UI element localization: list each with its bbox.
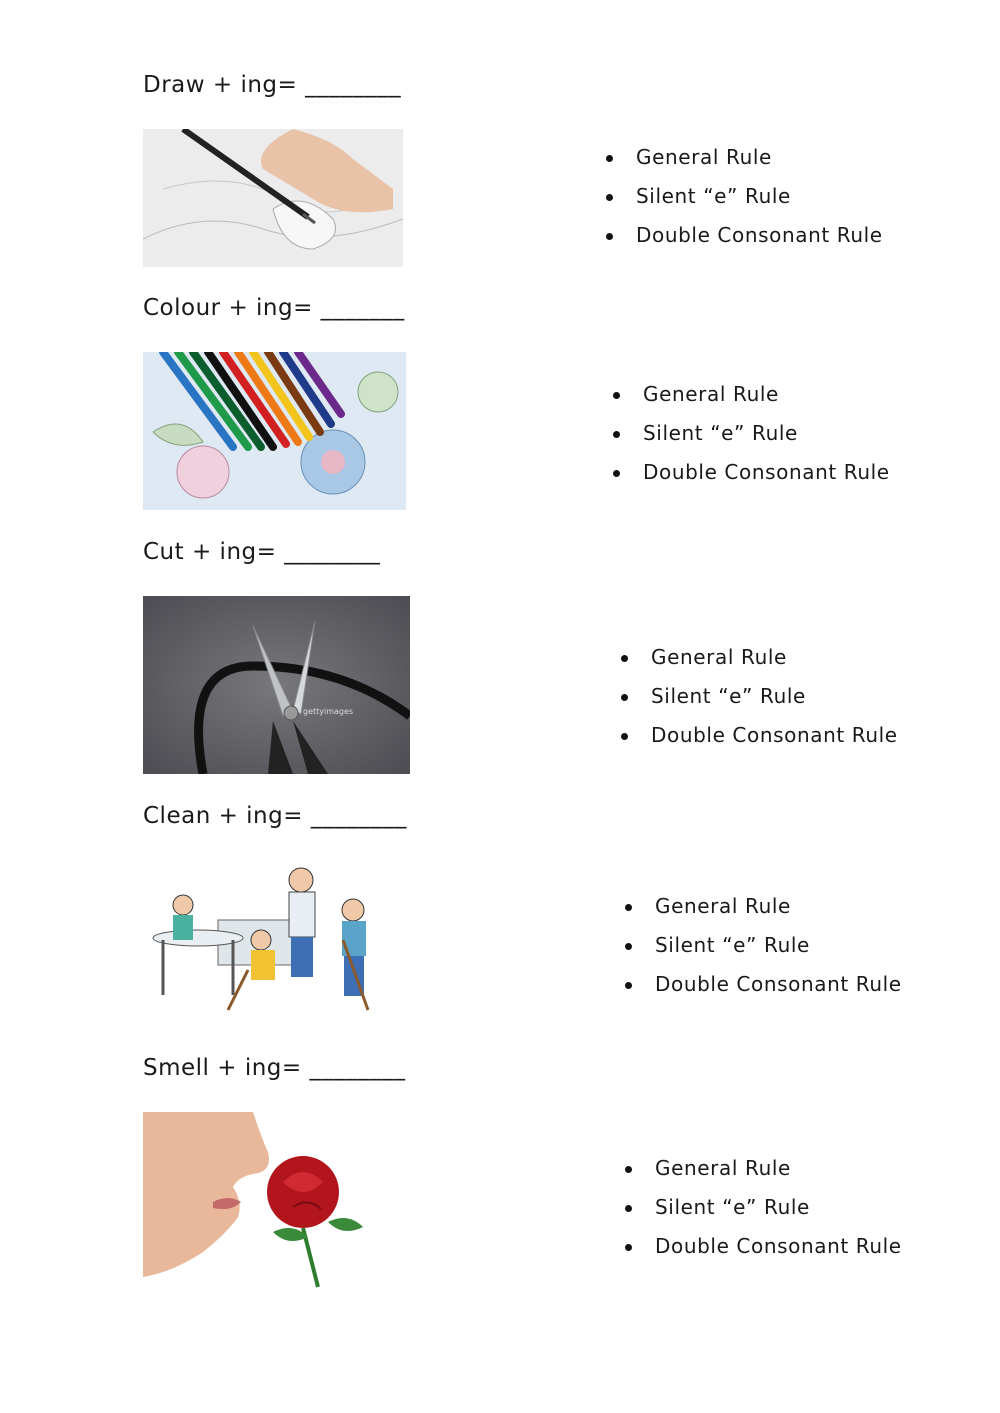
option-silent-e-rule[interactable]: Silent “e” Rule <box>606 177 883 216</box>
option-double-consonant-rule[interactable]: Double Consonant Rule <box>625 1227 902 1266</box>
options-cut <box>621 638 898 755</box>
option-general-rule[interactable]: General Rule <box>625 887 902 926</box>
prompt-cut: Cut + ing= ________ <box>143 539 381 565</box>
colour-image <box>143 352 406 510</box>
option-double-consonant-rule[interactable]: Double Consonant Rule <box>606 216 883 255</box>
options-smell <box>625 1149 902 1266</box>
option-double-consonant-rule[interactable]: Double Consonant Rule <box>613 453 890 492</box>
option-general-rule[interactable]: General Rule <box>606 138 883 177</box>
smell-image <box>143 1112 373 1290</box>
option-silent-e-rule[interactable]: Silent “e” Rule <box>621 677 898 716</box>
prompt-smell: Smell + ing= ________ <box>143 1055 406 1081</box>
options-draw <box>606 138 883 255</box>
options-clean <box>625 887 902 1004</box>
prompt-clean: Clean + ing= ________ <box>143 803 407 829</box>
options-colour <box>613 375 890 492</box>
drawing-image <box>143 129 403 267</box>
option-general-rule[interactable]: General Rule <box>621 638 898 677</box>
prompt-draw: Draw + ing= ________ <box>143 72 402 98</box>
option-general-rule[interactable]: General Rule <box>625 1149 902 1188</box>
option-silent-e-rule[interactable]: Silent “e” Rule <box>613 414 890 453</box>
option-double-consonant-rule[interactable]: Double Consonant Rule <box>625 965 902 1004</box>
option-silent-e-rule[interactable]: Silent “e” Rule <box>625 926 902 965</box>
clean-image <box>143 860 408 1020</box>
option-general-rule[interactable]: General Rule <box>613 375 890 414</box>
prompt-colour: Colour + ing= _______ <box>143 295 405 321</box>
option-silent-e-rule[interactable]: Silent “e” Rule <box>625 1188 902 1227</box>
cut-image <box>143 596 410 774</box>
option-double-consonant-rule[interactable]: Double Consonant Rule <box>621 716 898 755</box>
watermark-text: gettyimages <box>303 707 354 716</box>
